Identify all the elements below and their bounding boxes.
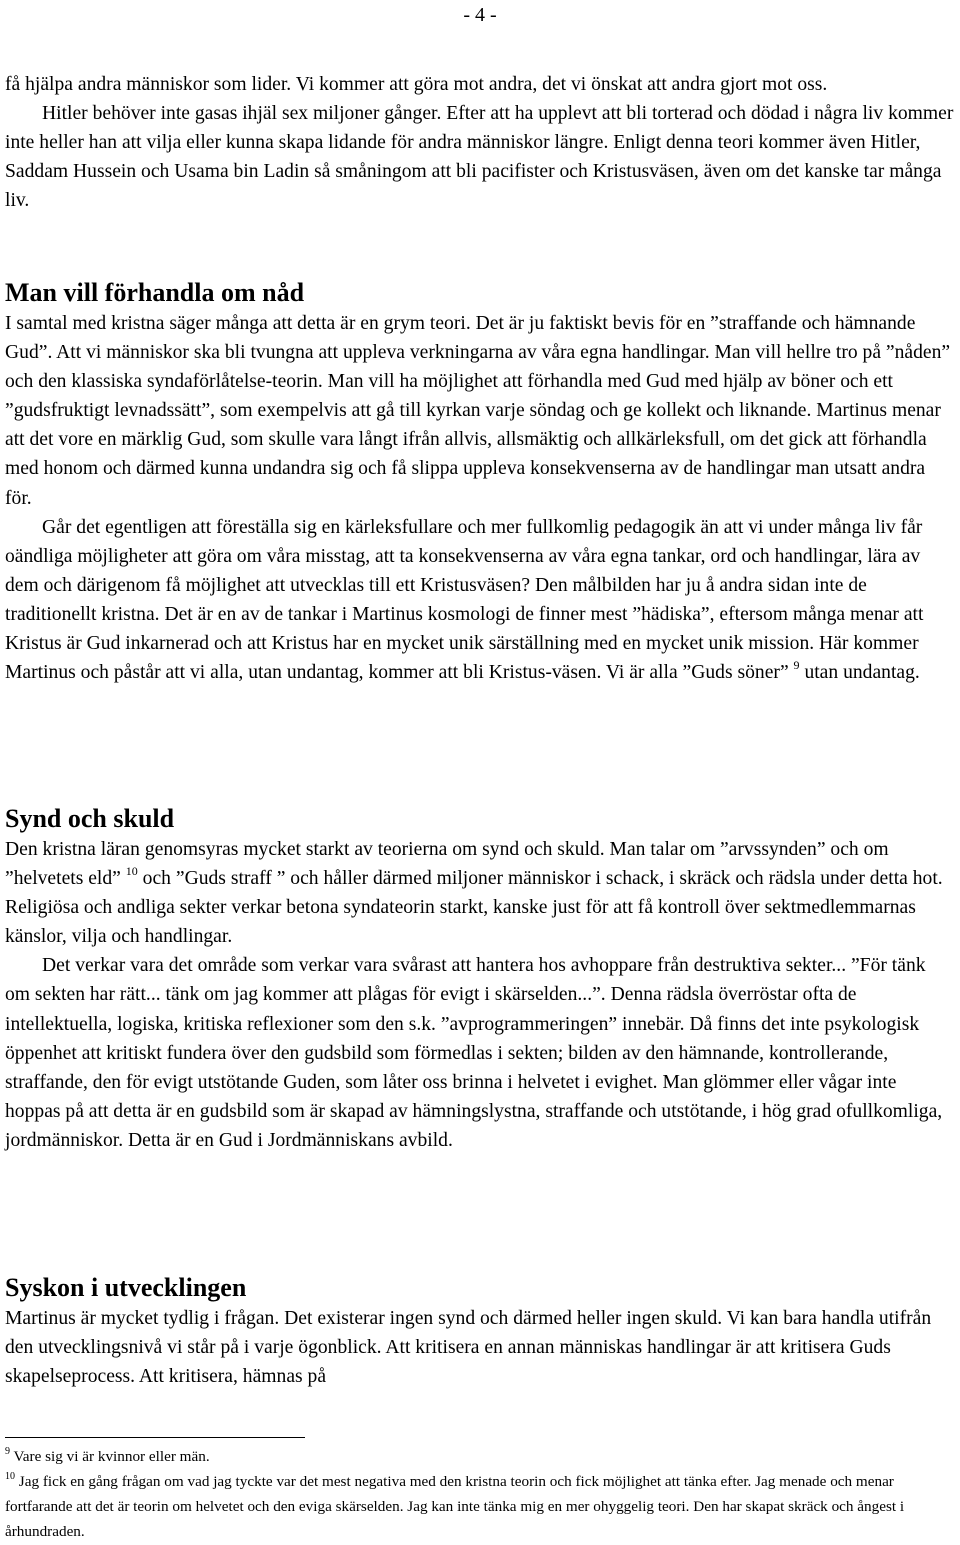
intro-text xyxy=(5,70,955,215)
paragraph-text: Den kristna läran genomsyras mycket starkt av teorierna om synd och skuld. Man talar om ”arvssynden” och om ”helvetets eld” xyxy=(5,839,889,890)
paragraph: Martinus är mycket tydlig i frågan. Det existerar ingen synd och därmed heller ingen skuld. Vi kan bara handla utifrån den utvecklingsnivå vi står på i varje ögonblick. Att kritisera en annan människas handlingar är att kritisera Guds skapelseprocess. Att kritisera, hämnas på xyxy=(5,1308,932,1388)
paragraph: I samtal med kristna säger många att detta är en grym teori. Det är ju faktiskt bevis för en ”straffande och hämnande Gud”. Att vi människor ska bli tvungna att uppleva verkningarna av våra egna handlingar. Man vill hellre tro på ”nåden” och den klassiska syndaförlåtelse-teorin. Man vill ha möjlighet att förhandla med Gud med hjälp av böner och ett ”gudsfruktigt levnadssätt”, som exempelvis att gå till kyrkan varje söndag och ge kollekt och liknande. Martinus menar att det vore en märklig Gud, som skulle vara långt ifrån allvis, allsmäktig och allkärleksfull, om det gick att förhandla med honom och därmed kunna undandra sig och få slippa uppleva konsekvenserna av de handlingar man utsatt andra för. xyxy=(5,313,951,509)
section-syskon xyxy=(5,1272,955,1391)
section-heading: Synd och skuld xyxy=(5,804,175,833)
footnote-ref: 10 xyxy=(125,864,138,879)
paragraph: Hitler behöver inte gasas ihjäl sex miljoner gånger. Efter att ha upplevt att bli torterad och dödad i några liv kommer inte heller han att vilja eller kunna skapa lidande för andra människor längre. Enligt denna teori kommer även Hitler, Saddam Hussein och Usama bin Ladin så småningom att bli pacifister och Kristusväsen, även om det kanske tar många liv. xyxy=(5,103,954,212)
paragraph-text: och ”Guds straff ” och håller därmed miljoner människor i schack, i skräck och rädsla under detta hot. Religiösa och andliga sekter verkar betona syndateorin starkt, kanske just för att få kontroll över sektmedlemmarnas känslor, vilja och handlingar. xyxy=(5,868,943,948)
footnote-divider xyxy=(5,1437,305,1438)
footnote-text: Vare sig vi är kvinnor eller män. xyxy=(10,1448,210,1465)
paragraph: Det verkar vara det område som verkar vara svårast att hantera hos avhoppare från destruktiva sekter... ”För tänk om sekten har rätt... tänk om jag kommer att plågas för evigt i skärselden...”. Denna rädsla överröstar ofta de intellektuella, logiska, kritiska reflexioner som den s.k. ”avprogrammeringen” innebär. Då finns det inte psykologisk öppenhet att kritiskt fundera över den gudsbild som förmedlas i sekten; bilden av den hämnande, kontrollerande, straffande, den för evigt utstötande Guden, som låter oss brinna i helvetet i evighet. Man glömmer eller vågar inte hoppas på att detta är en gudsbild som är skapad av hämningslystna, straffande och utstötande, i hög grad ofullkomliga, jordmänniskor. Detta är en Gud i Jordmänniskans avbild. xyxy=(5,955,943,1151)
footnote-number: 9 xyxy=(5,1446,10,1457)
section-heading: Syskon i utvecklingen xyxy=(5,1273,247,1302)
paragraph xyxy=(5,513,955,688)
footnotes xyxy=(5,1444,955,1544)
footnote xyxy=(5,1444,955,1469)
footnote xyxy=(5,1469,955,1544)
paragraph-text: utan undantag. xyxy=(799,662,920,684)
footnote-text: Jag fick en gång frågan om vad jag tyckte var det mest negativa med den kristna teorin och fick möjlighet att tänka efter. Jag menade och menar fortfarande att det är teorin om helvetet och den eviga skärselden. Jag kan inte tänka mig en mer ohyggelig teori. Den har skapat skräck och ångest i århundraden. xyxy=(5,1473,905,1540)
paragraph xyxy=(5,835,955,951)
paragraph: få hjälpa andra människor som lider. Vi kommer att göra mot andra, det vi önskat att andra gjort mot oss. xyxy=(5,74,828,95)
page-number: - 4 - xyxy=(463,4,497,26)
paragraph-text: Går det egentligen att föreställa sig en kärleksfullare och mer fullkomlig pedagogik än att vi under många liv får oändliga möjligheter att göra om våra misstag, att ta konsekvenserna av våra egna tankar, ord och handlingar, lära av dem och därigenom få möjlighet att utvecklas till ett Kristusväsen? Den målbilden har ju å andra sidan inte de traditionellt kristna. Det är en av de tankar i Martinus kosmologi de finner mest ”hädiska”, eftersom många menar att Kristus är Gud inkarnerad och att Kristus har en mycket unik särställning med en mycket unik mission. Här kommer Martinus och påstår att vi alla, utan undantag, kommer att bli Kristus-väsen. Vi är alla ”Guds söner” xyxy=(5,516,924,684)
footnote-ref: 9 xyxy=(793,658,800,673)
section-nad xyxy=(5,277,955,687)
section-synd xyxy=(5,803,955,1155)
section-heading: Man vill förhandla om nåd xyxy=(5,278,305,307)
footnote-number: 10 xyxy=(5,1471,15,1482)
